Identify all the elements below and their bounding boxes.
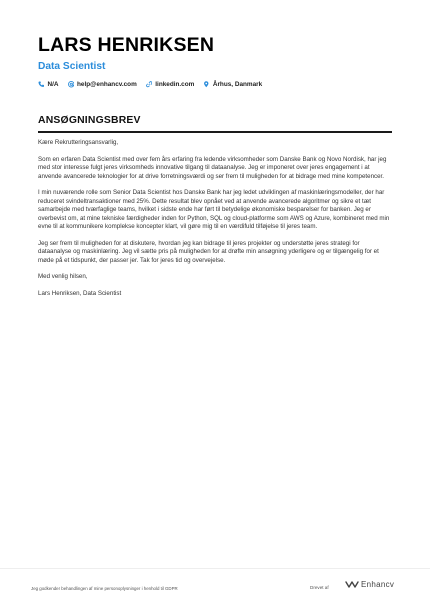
powered-by-label: Drevet af [310, 585, 329, 590]
gdpr-consent: Jeg godkender behandlingen af mine personoplysninger i henhold til GDPR [31, 586, 178, 591]
contact-location-text: Århus, Danmark [212, 81, 263, 88]
letter-paragraph-1: Som en erfaren Data Scientist med over fem års erfaring fra ledende virksomheder som Danske Bank og Novo Nordisk, har jeg med stor interesse fulgt jeres virksomheds innovative tilgang til dataanalyse. Jeg er imponeret over jeres engagement i at anvende avancerede teknologier for at drive forretningsværdi og ser frem til muligheden for at bidrage med mine kompetencer. [38, 155, 387, 180]
contact-email-text: help@enhancv.com [77, 81, 137, 88]
candidate-title: Data Scientist [38, 61, 106, 72]
location-pin-icon [203, 81, 210, 88]
signature: Lars Henriksen, Data Scientist [38, 290, 122, 298]
contact-bar [38, 81, 392, 88]
enhancv-logo[interactable] [345, 579, 394, 589]
contact-phone [38, 81, 59, 88]
link-icon [146, 81, 153, 88]
contact-location [203, 81, 262, 88]
letter-paragraph-3: Jeg ser frem til muligheden for at diskutere, hvordan jeg kan bidrage til jeres projekter og understøtte jeres strategi for dataanalyse og maskinlæring. Jeg vil sætte pris på muligheden for at drøfte min ansøgning yderligere og er tilgængelig for et møde på et tidspunkt, der passer jer. Tak for jeres tid og overvejelse. [38, 239, 379, 264]
enhancv-logo-text: Enhancv [361, 579, 395, 589]
contact-phone-text: N/A [47, 81, 59, 88]
candidate-name: LARS HENRIKSEN [38, 34, 215, 56]
section-title: ANSØGNINGSBREV [38, 115, 141, 126]
letter-body [38, 139, 392, 299]
page-footer [0, 568, 430, 608]
letter-paragraph-2: I min nuværende rolle som Senior Data Scientist hos Danske Bank har jeg ledet udviklingen af maskinlæringsmodeller, der har reduceret svindeltransaktioner med 25%. Dette resultat blev opnået ved at anvende avancerede algoritmer og sikre et tæt samarbejde med tværfaglige teams, hvilket i sidste ende har ført til betydelige økonomiske besparelser for banken. Jeg er overbevist om, at mine tekniske færdigheder inden for Python, SQL og cloud-platforme som AWS og Azure, kombineret med min evne til at kommunikere komplekse koncepter klart, vil gøre mig til en værdifuld tilføjelse til jeres team. [38, 189, 390, 231]
contact-email[interactable] [68, 81, 137, 88]
at-icon [68, 81, 75, 88]
salutation: Kære Rekrutteringsansvarlig, [38, 139, 119, 146]
section-divider [38, 131, 392, 133]
contact-linkedin[interactable] [146, 81, 195, 88]
closing: Med venlig hilsen, [38, 273, 88, 281]
phone-icon [38, 81, 45, 88]
contact-linkedin-text: linkedin.com [155, 81, 195, 88]
enhancv-logo-icon [345, 579, 359, 589]
